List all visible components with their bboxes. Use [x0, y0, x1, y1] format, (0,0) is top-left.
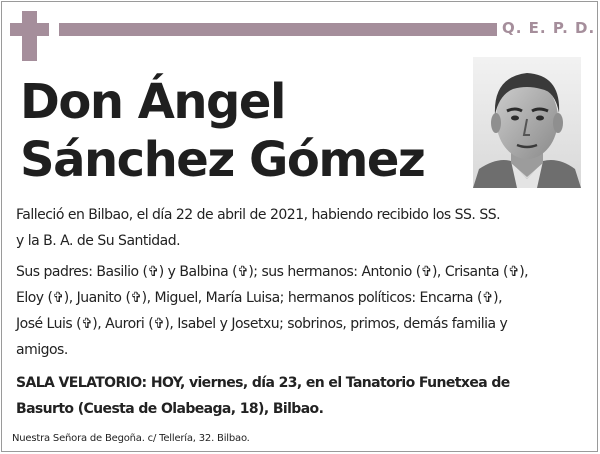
paragraph-line: Basurto (Cuesta de Olabeaga, 18), Bilbao.: [16, 401, 324, 417]
paragraph-line: Eloy (✞), Juanito (✞), Miguel, María Luisa; hermanos políticos: Encarna (✞),: [16, 290, 503, 306]
paragraph-line: y la B. A. de Su Santidad.: [16, 233, 181, 249]
paragraph-line: amigos.: [16, 342, 68, 358]
paragraph-line: José Luis (✞), Aurori (✞), Isabel y Josetxu; sobrinos, primos, demás familia y: [16, 316, 508, 332]
header-bar: [59, 23, 497, 36]
paragraph-line: SALA VELATORIO: HOY, viernes, día 23, en el Tanatorio Funetxea de: [16, 375, 510, 391]
wake-paragraph: [16, 370, 588, 422]
death-notice-paragraph: [16, 202, 588, 254]
paragraph-line: Falleció en Bilbao, el día 22 de abril de 2021, habiendo recibido los SS. SS.: [16, 207, 501, 223]
cross-icon: [22, 11, 37, 61]
portrait-icon: [473, 57, 581, 188]
paragraph-line: Sus padres: Basilio (✞) y Balbina (✞); sus hermanos: Antonio (✞), Crisanta (✞),: [16, 264, 529, 280]
deceased-name-line2: Sánchez Gómez: [20, 132, 425, 188]
qepd-label: Q. E. P. D.: [502, 19, 596, 37]
cross-icon-arm: [10, 23, 49, 36]
family-paragraph: [16, 259, 588, 363]
portrait-photo: [473, 57, 581, 188]
deceased-name-line1: Don Ángel: [20, 74, 285, 130]
funeral-home-footer: Nuestra Señora de Begoña. c/ Tellería, 32. Bilbao.: [12, 433, 250, 444]
